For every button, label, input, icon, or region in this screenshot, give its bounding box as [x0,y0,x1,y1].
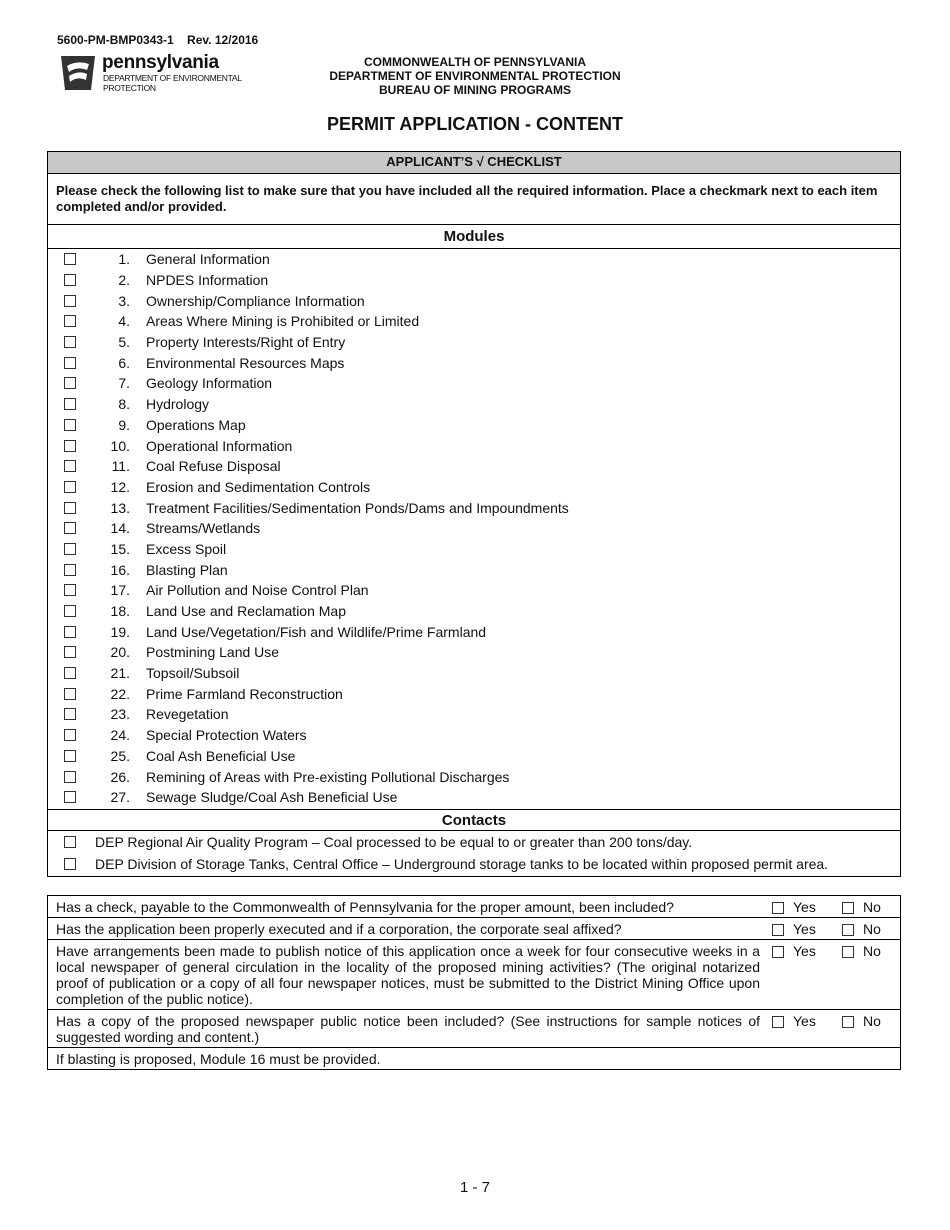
question-text: Has a check, payable to the Commonwealth of Pennsylvania for the proper amount, been included? [56,899,674,915]
module-number: 18. [110,603,130,620]
question-row [48,1048,900,1069]
module-label: Revegetation [146,706,229,723]
module-row [48,311,900,332]
module-label: Environmental Resources Maps [146,354,345,371]
checklist-header: APPLICANT’S √ CHECKLIST [48,152,900,174]
module-row [48,621,900,642]
module-label: Coal Ash Beneficial Use [146,747,296,764]
no-label: No [863,899,881,915]
module-label: Hydrology [146,396,210,413]
yes-checkbox[interactable] [772,924,784,936]
module-checkbox[interactable] [64,522,76,534]
module-checkbox[interactable] [64,274,76,286]
module-checkbox[interactable] [64,460,76,472]
module-row [48,477,900,498]
module-row [48,746,900,767]
yes-option [772,1013,828,1029]
question-row [48,918,900,940]
module-checkbox[interactable] [64,564,76,576]
module-row [48,704,900,725]
yes-label: Yes [793,921,816,937]
contact-checkbox[interactable] [64,836,76,848]
module-row [48,725,900,746]
module-row [48,683,900,704]
module-row [48,394,900,415]
module-row [48,766,900,787]
module-label: Topsoil/Subsoil [146,665,240,682]
module-number: 16. [110,561,130,578]
module-number: 25. [110,747,130,764]
agency-line-2: DEPARTMENT OF ENVIRONMENTAL PROTECTION [329,69,621,83]
module-number: 5. [118,334,130,351]
logo-wordmark: pennsylvania [102,52,219,73]
no-checkbox[interactable] [842,902,854,914]
module-row [48,601,900,622]
module-row [48,249,900,270]
module-row [48,270,900,291]
module-number: 22. [110,685,130,702]
module-checkbox[interactable] [64,502,76,514]
logo-sub-line-2: PROTECTION [103,83,156,93]
module-checkbox[interactable] [64,646,76,658]
module-checkbox[interactable] [64,440,76,452]
module-checkbox[interactable] [64,667,76,679]
logo-sub-line-1: DEPARTMENT OF ENVIRONMENTAL [103,73,242,83]
module-row [48,559,900,580]
module-label: Sewage Sludge/Coal Ash Beneficial Use [146,789,398,806]
yes-option [772,921,828,937]
module-number: 12. [110,478,130,495]
no-checkbox[interactable] [842,946,854,958]
module-checkbox[interactable] [64,315,76,327]
question-row [48,1010,900,1048]
agency-line-1: COMMONWEALTH OF PENNSYLVANIA [364,55,586,69]
applicant-checklist [47,151,901,877]
module-checkbox[interactable] [64,336,76,348]
question-options [760,940,900,1009]
contact-row [48,853,900,875]
question-options [760,1010,900,1047]
module-number: 14. [110,520,130,537]
module-number: 11. [111,458,130,475]
question-text: Have arrangements been made to publish notice of this application once a week for four consecutive weeks in a local newspaper of general circulation in the locality of the proposed mining activities? (The original notarized proof of publication or a copy of all four newspaper notices, must be submitted to the District Mining Office upon completion of the public notice). [56,943,760,1007]
question-text: Has the application been properly executed and if a corporation, the corporate seal affixed? [56,921,622,937]
module-checkbox[interactable] [64,398,76,410]
module-row [48,642,900,663]
module-number: 4. [118,313,130,330]
module-checkbox[interactable] [64,584,76,596]
module-row [48,332,900,353]
yes-option [772,943,828,959]
question-row [48,940,900,1010]
module-label: Prime Farmland Reconstruction [146,685,343,702]
no-label: No [863,921,881,937]
module-label: Excess Spoil [146,540,227,557]
no-checkbox[interactable] [842,1016,854,1028]
no-label: No [863,1013,881,1029]
yes-option [772,899,828,915]
module-checkbox[interactable] [64,377,76,389]
no-option [842,943,898,959]
module-label: Blasting Plan [146,561,228,578]
yes-checkbox[interactable] [772,902,784,914]
agency-header [0,55,950,97]
module-checkbox[interactable] [64,419,76,431]
module-label: Remining of Areas with Pre-existing Pollutional Discharges [146,768,510,785]
module-label: Property Interests/Right of Entry [146,334,346,351]
module-label: Erosion and Sedimentation Controls [146,478,371,495]
question-options [760,918,900,939]
module-number: 8. [118,396,130,413]
module-number: 27. [110,789,130,806]
module-number: 10. [110,437,130,454]
no-option [842,921,898,937]
module-label: Air Pollution and Noise Control Plan [146,582,369,599]
contact-checkbox[interactable] [64,858,76,870]
module-checkbox[interactable] [64,295,76,307]
module-checkbox[interactable] [64,729,76,741]
no-option [842,899,898,915]
module-row [48,663,900,684]
module-row [48,518,900,539]
module-label: Geology Information [146,375,273,392]
module-checkbox[interactable] [64,771,76,783]
contacts-header: Contacts [48,809,900,831]
agency-line-3: BUREAU OF MINING PROGRAMS [379,83,571,97]
module-checkbox[interactable] [64,708,76,720]
module-row [48,580,900,601]
module-label: Land Use and Reclamation Map [146,603,347,620]
module-checkbox[interactable] [64,357,76,369]
module-label: Streams/Wetlands [146,520,261,537]
module-number: 15. [110,540,130,557]
module-number: 3. [118,292,130,309]
module-label: Land Use/Vegetation/Fish and Wildlife/Prime Farmland [146,623,487,640]
module-number: 1. [118,251,130,268]
module-number: 26. [110,768,130,785]
no-label: No [863,943,881,959]
module-number: 17. [110,582,130,599]
checklist-instructions: Please check the following list to make sure that you have included all the required information. Place a checkmark next to each item completed and/or provided. [48,174,900,225]
question-text: If blasting is proposed, Module 16 must be provided. [56,1051,381,1067]
module-number: 19. [110,623,130,640]
module-label: Postmining Land Use [146,644,280,661]
module-row [48,290,900,311]
module-row [48,497,900,518]
yes-label: Yes [793,1013,816,1029]
contact-label: DEP Regional Air Quality Program – Coal processed to be equal to or greater than 200 tons/day. [95,833,693,850]
page-title: PERMIT APPLICATION - CONTENT [327,114,623,134]
module-label: NPDES Information [146,272,269,289]
contact-label: DEP Division of Storage Tanks, Central Office – Underground storage tanks to be located within proposed permit area. [95,855,829,872]
module-row [48,373,900,394]
module-checkbox[interactable] [64,543,76,555]
question-text: Has a copy of the proposed newspaper public notice been included? (See instructions for sample notices of suggested wording and content.) [56,1013,760,1045]
module-number: 13. [110,499,130,516]
no-option [842,1013,898,1029]
module-number: 23. [110,706,130,723]
module-checkbox[interactable] [64,605,76,617]
module-number: 9. [118,416,130,433]
module-row [48,539,900,560]
yes-label: Yes [793,943,816,959]
module-label: Coal Refuse Disposal [146,458,281,475]
module-number: 7. [118,375,130,392]
modules-header: Modules [48,225,900,249]
module-checkbox[interactable] [64,626,76,638]
module-row [48,456,900,477]
question-row [48,896,900,918]
module-label: Ownership/Compliance Information [146,292,365,309]
module-row [48,352,900,373]
module-checkbox[interactable] [64,750,76,762]
module-label: Treatment Facilities/Sedimentation Ponds/Dams and Impoundments [146,499,569,516]
module-checkbox[interactable] [64,481,76,493]
form-number: 5600-PM-BMP0343-1 Rev. 12/2016 [57,33,259,47]
module-label: Areas Where Mining is Prohibited or Limited [146,313,420,330]
modules-list [48,249,900,809]
question-options [760,896,900,917]
module-checkbox[interactable] [64,688,76,700]
module-checkbox[interactable] [64,791,76,803]
yes-checkbox[interactable] [772,946,784,958]
module-number: 21. [110,665,130,682]
module-number: 20. [110,644,130,661]
application-questions [47,895,901,1070]
module-row [48,435,900,456]
module-number: 6. [118,354,130,371]
module-checkbox[interactable] [64,253,76,265]
no-checkbox[interactable] [842,924,854,936]
contacts-list [48,831,900,876]
module-label: Operations Map [146,416,246,433]
page-number: 1 - 7 [459,1179,490,1196]
contact-row [48,831,900,853]
module-label: Special Protection Waters [146,727,307,744]
module-number: 2. [118,272,130,289]
module-row [48,787,900,808]
yes-label: Yes [793,899,816,915]
module-label: Operational Information [146,437,293,454]
yes-checkbox[interactable] [772,1016,784,1028]
module-label: General Information [146,251,270,268]
module-number: 24. [110,727,130,744]
module-row [48,415,900,436]
